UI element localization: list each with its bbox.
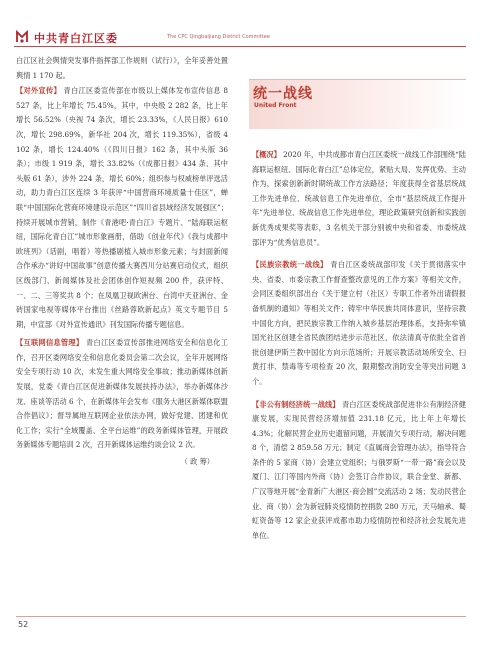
text-internet-management: 青白江区委宣传部推进网络安全和信息化工作，召开区委网络安全和信息化委员会第二次会议，全年开展网络安全专项行动 10 次，未发生重大网络安全事故；推动新媒体创新发展，党委《青白江区促进新媒体发展扶持办法》，举办新媒体沙龙、座谈等活动 6 个，在新媒体年会发布《服务大港区新媒体联盟合作倡议》；督导属地互联网企业依法办网，做好党建、团建和优化工作；实行“全域覆盖、全平台运维”的政务新媒体管理，开展政务新媒体专题培训 2 次，召开新媒体运维约谈会议 2 次。: [16, 338, 228, 450]
paragraph-non-public-economy: [252, 398, 466, 544]
page-header: [14, 29, 466, 47]
footer-divider: [16, 616, 466, 617]
section-title-en: United Front: [254, 102, 297, 109]
text-external-publicity: 青白江区委宣传部在市级以上媒体发布宣传信息 8 527 条，比上年增长 75.45%。其中，中央级 2 282 条，比上年增长 56.52%（央视 74 条次，增长 23.33%，《人民日报》610 次，增长 298.69%，新华社 204 次，增长 119.35%），省级 4 102 条，增长 124.40%（《四川日报》162 条，其中头版 36 条）；市级 1 919 条，增长 33.82%（《成都日报》434 条、其中头版 61 条），涉外 224 条，增长 60%；组织参与权威榜单评选活动，助力青白江区连续 3 年获评“中国营商环境质量十佳区”，蝉联“中国国际化营商环境建设示范区”“四川省县域经济发展强区”；持续开展城市营销，制作《青港吧·青白江》专题片、“陆海联运枢纽，国际化青白江”城市形象画册，借助《创业年代》《我与成都中欧班列》（话剧，唱着）等热播剧植入城市形象元素；与封面新闻合作承办“讲好中国故事”创意传播大赛西川分站赛启动仪式，组织区级部门、新闻媒体及社会团体创作短视频 200 件，获评特、一、二、三等奖共 8 个；在凤凰卫视欧洲台、台湾中天亚洲台、金砖国家电视等媒体平台推出《丝路蓉欧新起点》英文专题节目 5 期，中宣部《对外宣传通讯》刊发国际传播专题信息。: [16, 86, 228, 329]
header-title: 中共青白江区委: [34, 32, 118, 45]
byline: （ 政 筹）: [180, 457, 214, 467]
paragraph-external-publicity: [16, 84, 228, 332]
emblem-icon: [14, 29, 30, 45]
section-heading: [249, 79, 466, 129]
text-ethnic-religious: 青白江区委统战部印发《关于贯彻落实中央、省委、市委宗教工作督查整改意见的工作方案》等相关文件，会同区委组织部出台《关于建立村（社区）专职工作者外出请假报备机制的通知》等相关文件；铸牢中华民族共同体意识，坚持宗教中国化方向，把民族宗教工作纳入城乡基层治理体系，支持弥牟镇国光社区创建全省民族团结进步示范社区，依法清真寺依批全省首批创建伊斯兰教中国化方向示范场所；开展宗教活动场所安全、扫黄打非、禁毒等专项检查 20 次，限期整改消防安全等突出问题 3 个。: [252, 260, 466, 386]
paragraph-internet-management: [16, 336, 228, 453]
right-column: [252, 148, 466, 543]
tag-external-publicity: 【对外宣传】: [16, 86, 61, 96]
text-non-public-economy: 青白江区委统战部促进非公有制经济健康发展，实现民营经济增加值 231.18 亿元，比上年上年增长 4.3%；化解民营企业历史遗留问题，开展清欠专项行动，解决问题 8 个，清偿 2 859.58 万元；制定《直属商会管理办法》，指导符合条件的 5 家商（协）会建立党组织；与俄罗斯“一带一路”商会以及厦门、江门等国内外商（协）会签订合作协议，联合金堂、新都、广汉等地开展“金青新广大港区·商会圆”交流活动 2 场；发动民营企业、商（协）会为新冠肺炎疫情防控捐款 280 万元，天马轴承、蜀虹资备等 12 家企业获评成都市助力疫情防控和经济社会发展先进单位。: [252, 399, 466, 540]
tag-internet-management: 【互联网信息管理】: [16, 338, 84, 348]
tag-non-public-economy: 【非公有制经济统一战线】: [252, 399, 340, 409]
paragraph-continued: 白江区社会舆情突发事件指挥部工作规则（试行）》，全年妥善处置舆情 1 170 起。: [16, 56, 228, 80]
left-column: [16, 54, 228, 470]
page-number: 52: [18, 620, 29, 629]
paragraph-overview: [252, 148, 466, 250]
header-subtitle-en: The CPC Qingbaijiang District Committee: [167, 34, 270, 40]
header-divider: [14, 46, 466, 47]
section-title: 统一战线: [253, 86, 313, 102]
paragraph-ethnic-religious: [252, 258, 466, 389]
tag-ethnic-religious: 【民族宗教统一战线】: [252, 260, 328, 270]
tag-overview: 【概况】: [252, 150, 281, 159]
text-overview: 2020 年，中共成都市青白江区委统一战线工作部围绕“陆海联运枢纽、国际化青白江”总体定位，紧贴大局、发挥优势、主动作为，探索创新新时期统战工作方法路径；年度获得全省基层统战工作先进单位、统战信息工作先进单位，全市“基层统战工作提升年”先进单位、统战信息工作先进单位，理论政策研究创新和实践创新优秀成果奖等表彰，3 名机关干部分别被中央和省委、市委统战部评为“优秀信息员”。: [252, 150, 466, 247]
